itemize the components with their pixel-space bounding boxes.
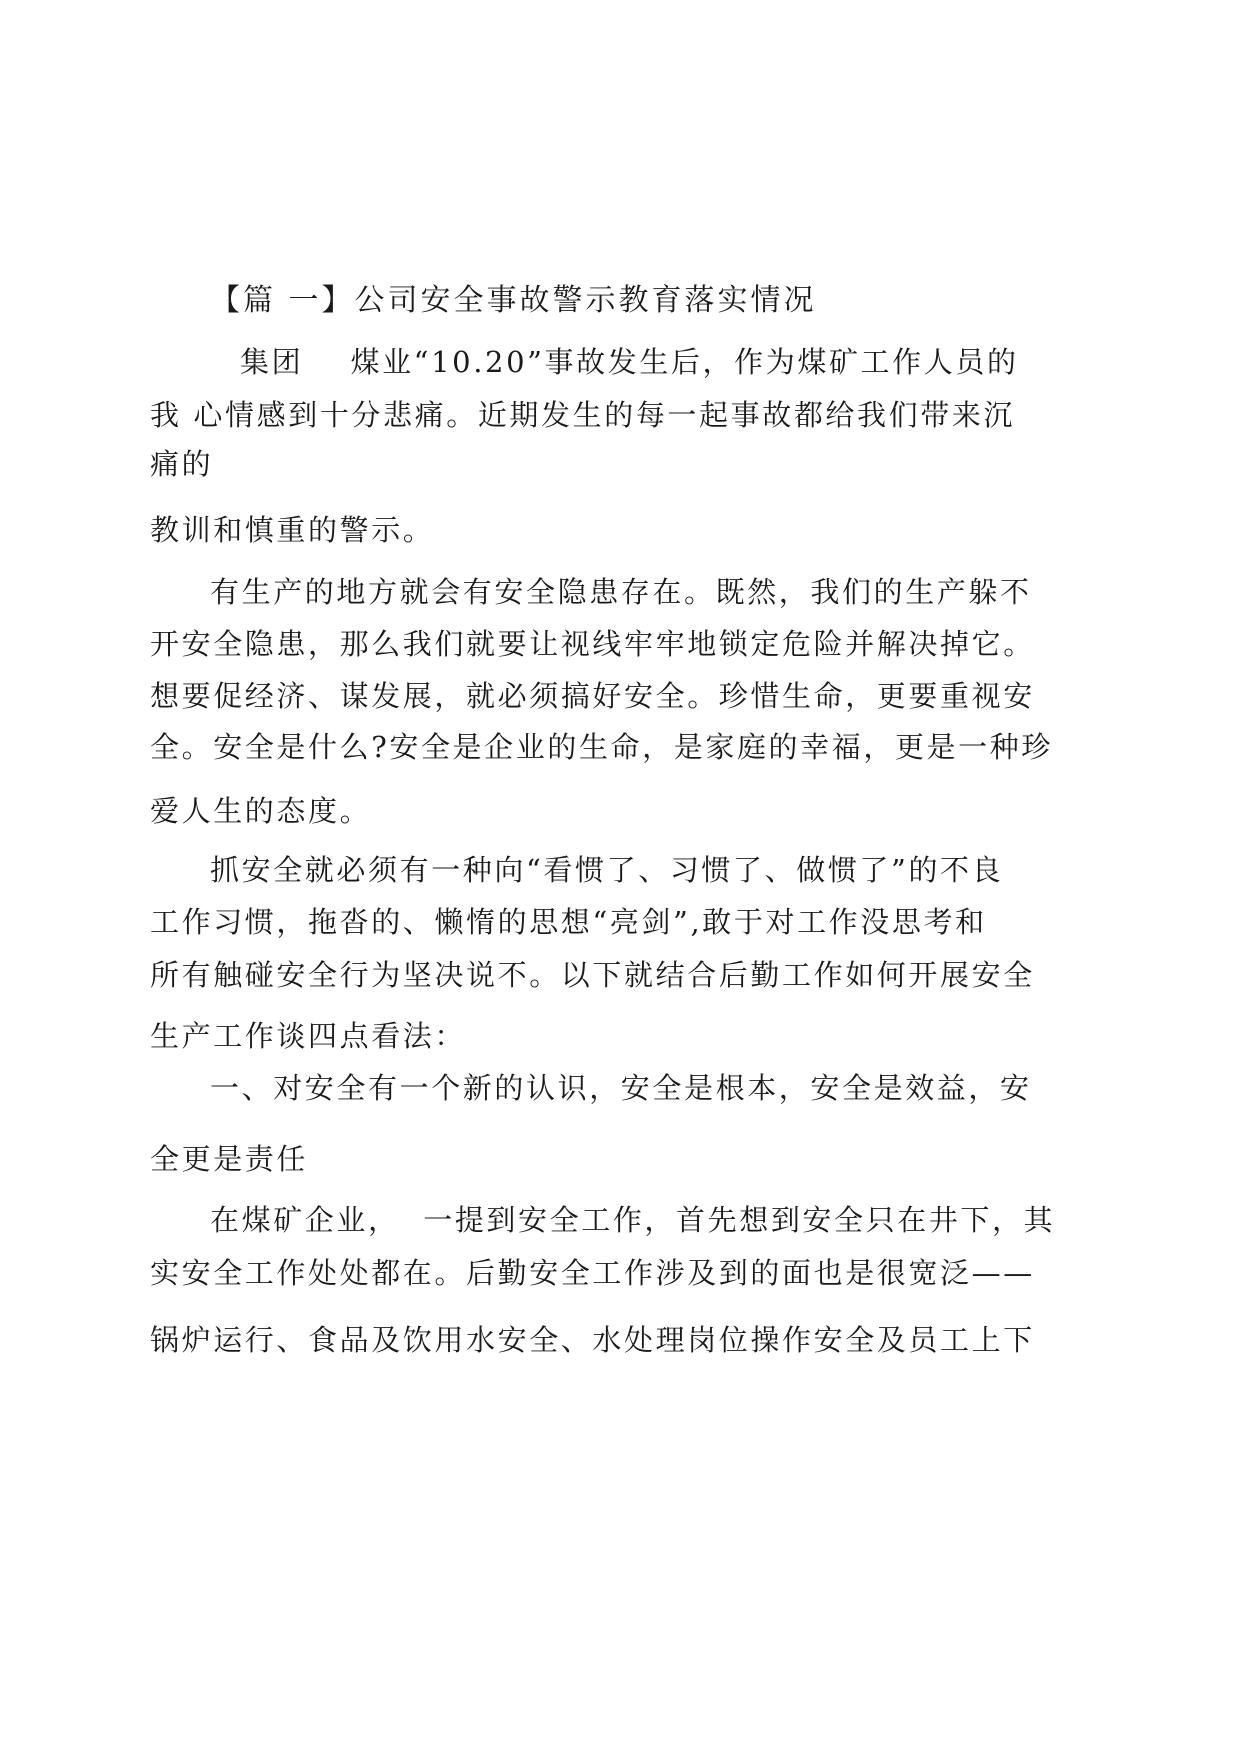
paragraph-line: 工作习惯，拖沓的、懒惰的思想“亮剑”,敢于对工作没思考和 <box>150 905 987 939</box>
paragraph-line: 锅炉运行、食品及饮用水安全、水处理岗位操作安全及员工上下 <box>150 1323 1035 1357</box>
paragraph-line: 痛的 <box>150 447 214 481</box>
paragraph-line: 有生产的地方就会有安全隐患存在。既然，我们的生产躲不 <box>210 575 1032 609</box>
paragraph-line: 所有触碰安全行为坚决说不。以下就结合后勤工作如何开展安全 <box>150 958 1035 992</box>
paragraph-line: 爱人生的态度。 <box>150 794 372 828</box>
paragraph-line: 集团 煤业“10.20”事故发生后，作为煤矿工作人员的 <box>240 345 1019 379</box>
section-heading: 全更是责任 <box>150 1142 309 1176</box>
paragraph-line: 在煤矿企业， 一提到安全工作，首先想到安全只在井下，其 <box>210 1203 1056 1237</box>
paragraph-line: 抓安全就必须有一种向“看惯了、习惯了、做惯了”的不良 <box>210 853 1004 887</box>
paragraph-line: 全。安全是什么?安全是企业的生命，是家庭的幸福，更是一种珍 <box>150 730 1053 764</box>
paragraph-line: 生产工作谈四点看法： <box>150 1019 467 1053</box>
paragraph-line: 教训和慎重的警示。 <box>150 513 435 547</box>
paragraph-line: 我 心情感到十分悲痛。近期发生的每一起事故都给我们带来沉 <box>150 398 1016 432</box>
section-heading: 一、对安全有一个新的认识，安全是根本，安全是效益，安 <box>210 1071 1032 1105</box>
document-title: 【篇 一】公司安全事故警示教育落实情况 <box>210 283 817 318</box>
paragraph-line: 实安全工作处处都在。后勤安全工作涉及到的面也是很宽泛—— <box>150 1256 1035 1290</box>
paragraph-line: 开安全隐患，那么我们就要让视线牢牢地锁定危险并解决掉它。 <box>150 627 1035 661</box>
paragraph-line: 想要促经济、谋发展，就必须搞好安全。珍惜生命，更要重视安 <box>150 679 1035 713</box>
